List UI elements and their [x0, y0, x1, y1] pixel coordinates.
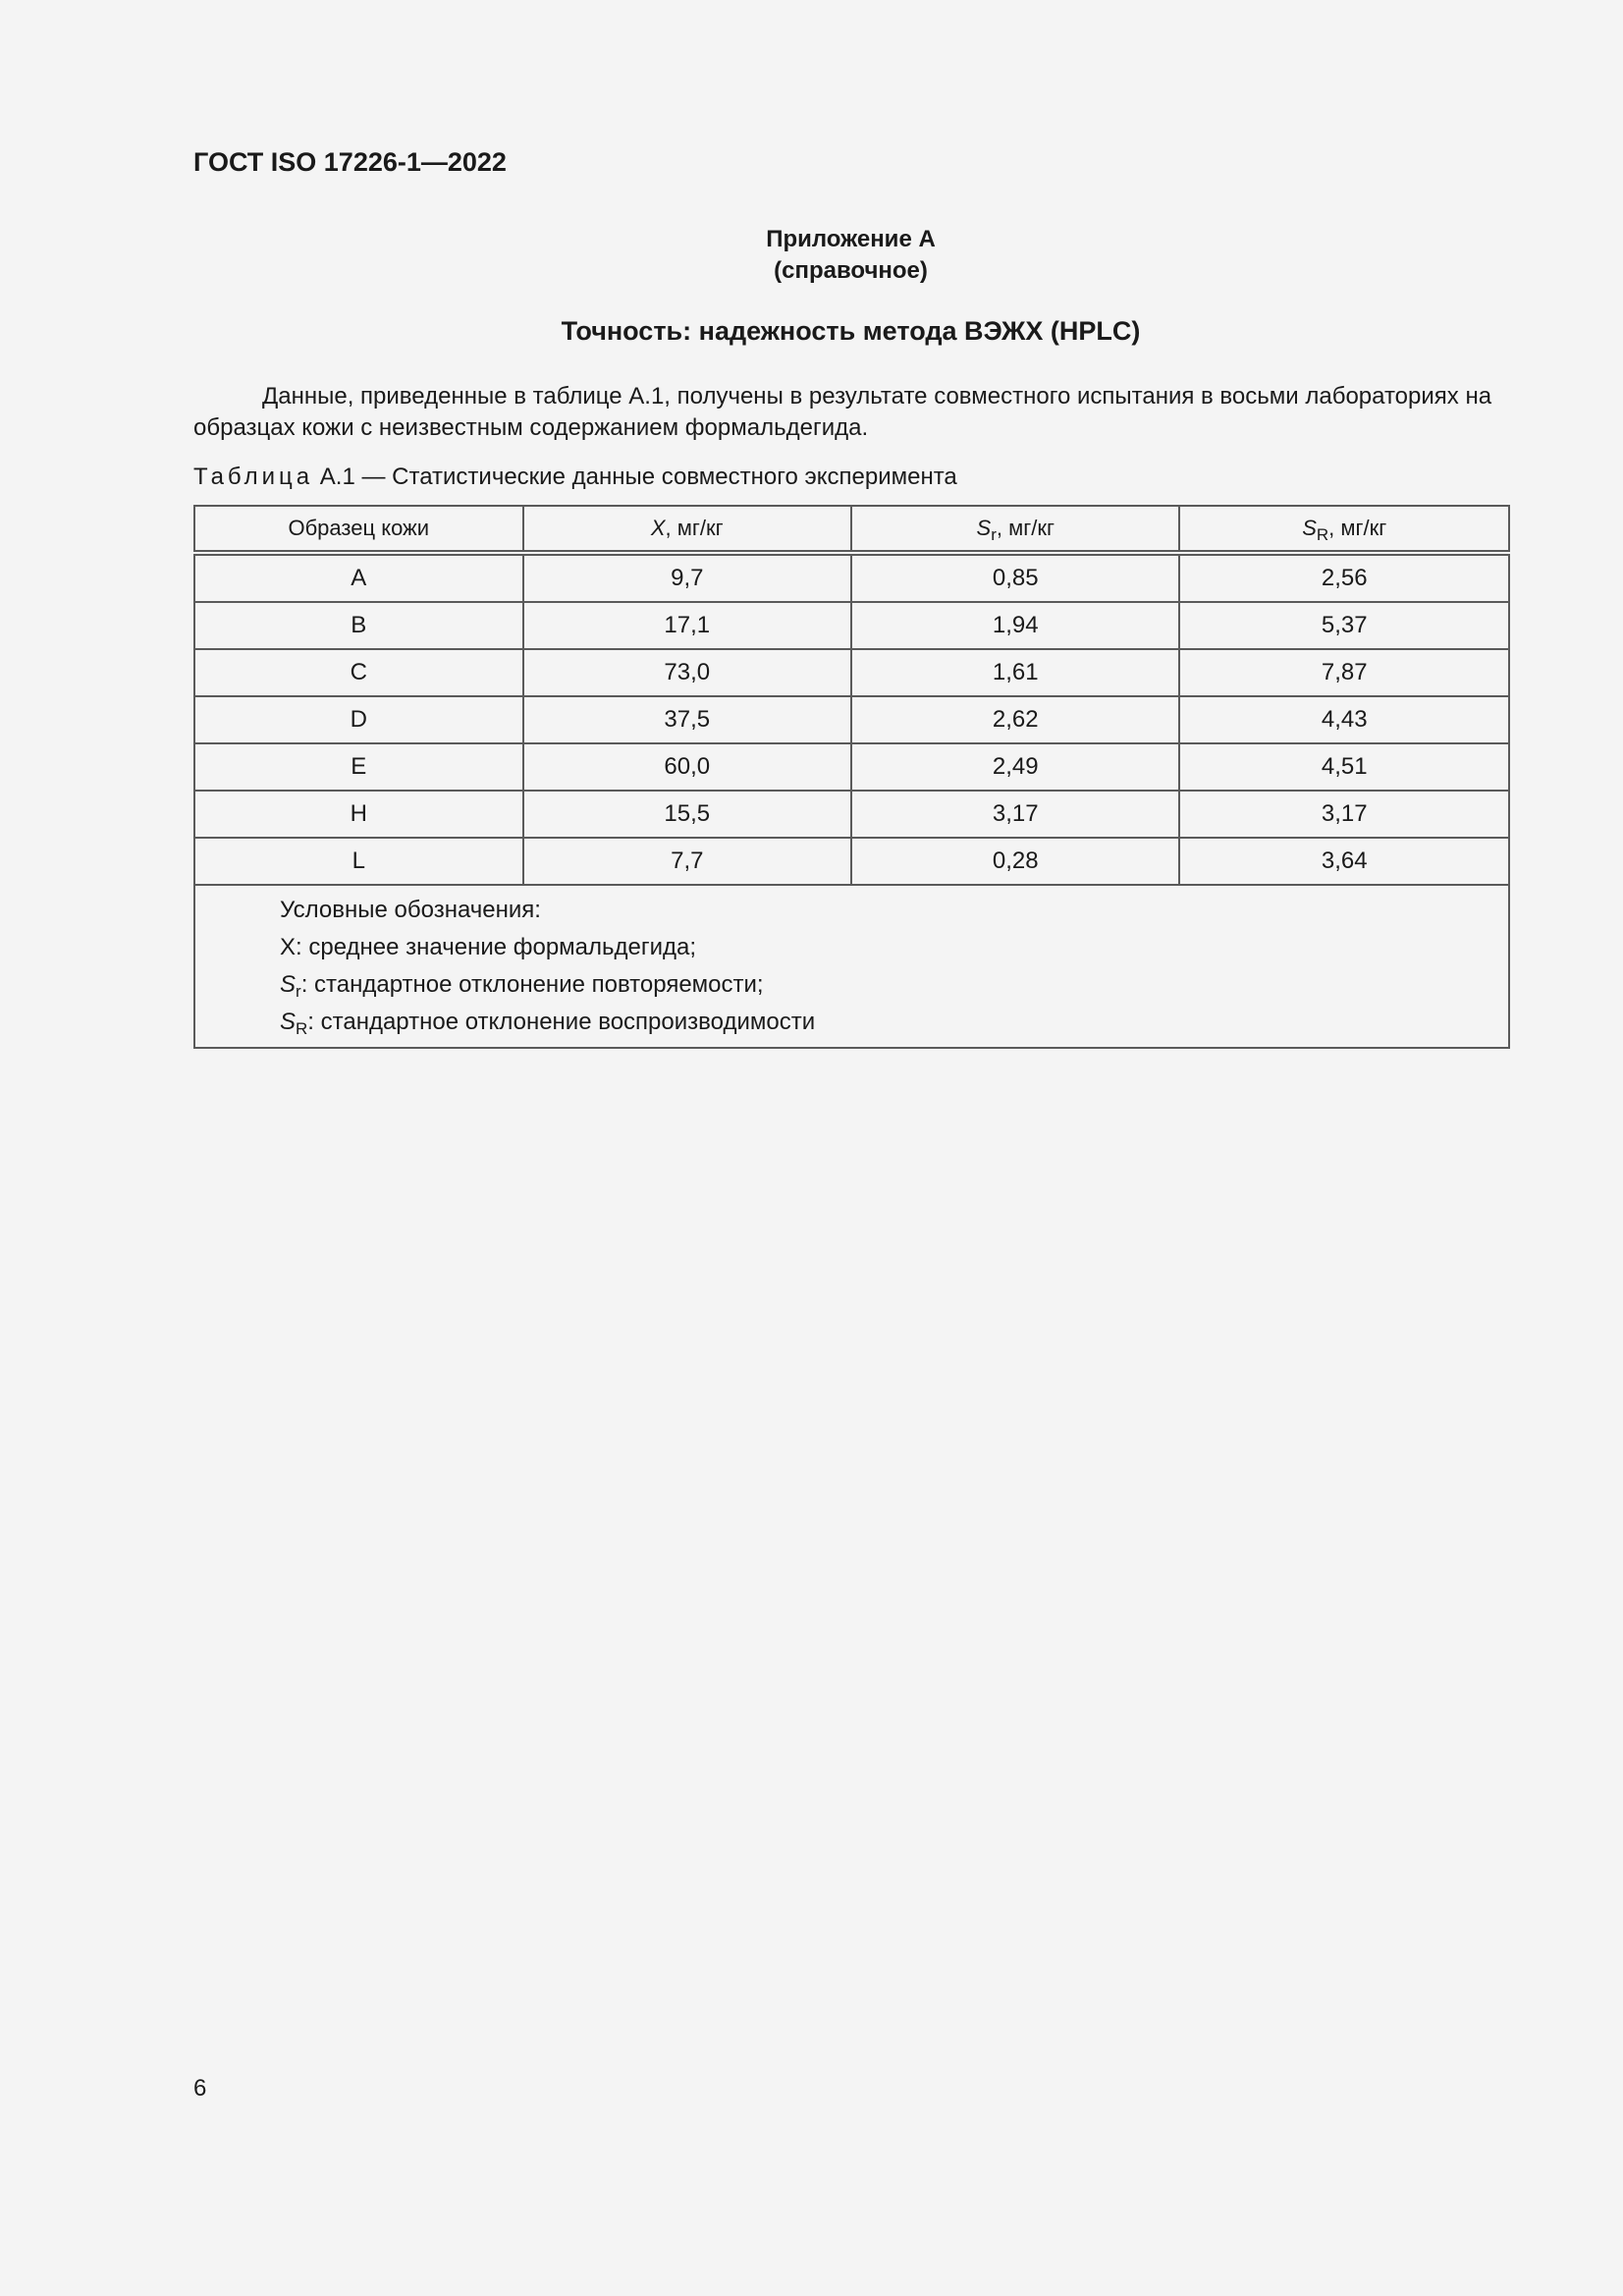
table-cell: C [194, 649, 523, 696]
table-body [194, 553, 1509, 885]
table-cell: 1,61 [851, 649, 1179, 696]
legend-cell [194, 885, 1509, 1048]
table-cell: H [194, 791, 523, 838]
legend-heading: Условные обозначения: [280, 897, 541, 923]
table-cell: 4,51 [1179, 743, 1509, 791]
intro-paragraph: Данные, приведенные в таблице А.1, получены в результате совместного испытания в восьми лабораториях на образцах кожи с неизвестным содержанием формальдегида. [193, 383, 1492, 441]
column-header-symbol: S [976, 516, 992, 540]
column-header [523, 506, 851, 553]
legend-row [194, 885, 1509, 1048]
table-cell: 7,87 [1179, 649, 1509, 696]
legend-x: X: среднее значение формальдегида; [280, 934, 697, 960]
table-row [194, 791, 1509, 838]
column-header-subscript: R [1316, 525, 1329, 544]
table-cell: 9,7 [523, 553, 851, 602]
column-header-unit: , мг/кг [665, 516, 724, 540]
table-cell: 0,85 [851, 553, 1179, 602]
table-cell: 3,64 [1179, 838, 1509, 885]
table-row [194, 553, 1509, 602]
table-cell: D [194, 696, 523, 743]
table-cell: 3,17 [1179, 791, 1509, 838]
table-cell: 73,0 [523, 649, 851, 696]
annex-heading [0, 224, 1623, 287]
table-cell: L [194, 838, 523, 885]
table-cell: A [194, 553, 523, 602]
table-cell: E [194, 743, 523, 791]
section-title: Точность: надежность метода ВЭЖХ (HPLC) [561, 316, 1141, 346]
table-cell: 0,28 [851, 838, 1179, 885]
table-cell: 2,49 [851, 743, 1179, 791]
table-cell: 4,43 [1179, 696, 1509, 743]
column-header-label: Образец кожи [288, 516, 430, 540]
legend-sR-subscript: R [296, 1019, 308, 1038]
column-header [194, 506, 523, 553]
table-cell: B [194, 602, 523, 649]
annex-type: (справочное) [774, 257, 928, 284]
table-row [194, 743, 1509, 791]
annex-title: Приложение А [766, 226, 936, 252]
table-cell: 15,5 [523, 791, 851, 838]
table-row [194, 696, 1509, 743]
statistics-table [193, 505, 1510, 1049]
legend-sR-text: : стандартное отклонение воспроизводимости [307, 1009, 816, 1035]
column-header-unit: , мг/кг [1328, 516, 1387, 540]
table-cell: 60,0 [523, 743, 851, 791]
table-caption-text: А.1 — Статистические данные совместного эксперимента [319, 464, 957, 490]
column-header [1179, 506, 1509, 553]
table-cell: 2,62 [851, 696, 1179, 743]
legend-sr-symbol: S [280, 971, 297, 998]
column-header-unit: , мг/кг [996, 516, 1055, 540]
legend-sr-text: : стандартное отклонение повторяемости; [300, 971, 764, 998]
legend-sR-symbol: S [280, 1009, 297, 1035]
table-cell: 7,7 [523, 838, 851, 885]
document-number: ГОСТ ISO 17226-1—2022 [193, 147, 507, 177]
column-header-symbol: S [1302, 516, 1317, 540]
column-header-subscript: r [991, 525, 997, 544]
table-cell: 37,5 [523, 696, 851, 743]
legend-sR [280, 1004, 1508, 1041]
table-cell: 2,56 [1179, 553, 1509, 602]
table-cell: 3,17 [851, 791, 1179, 838]
table-cell: 1,94 [851, 602, 1179, 649]
table-row [194, 838, 1509, 885]
legend-sr [280, 966, 1508, 1004]
column-header [851, 506, 1179, 553]
column-header-symbol: X [650, 516, 666, 540]
table-cell: 17,1 [523, 602, 851, 649]
table-caption [193, 464, 957, 491]
page-number: 6 [193, 2075, 207, 2102]
table-caption-label: Таблица [193, 464, 314, 490]
table-row [194, 602, 1509, 649]
table-row [194, 649, 1509, 696]
table-header-row [194, 506, 1509, 553]
table-cell: 5,37 [1179, 602, 1509, 649]
legend-sr-subscript: r [296, 982, 301, 1001]
